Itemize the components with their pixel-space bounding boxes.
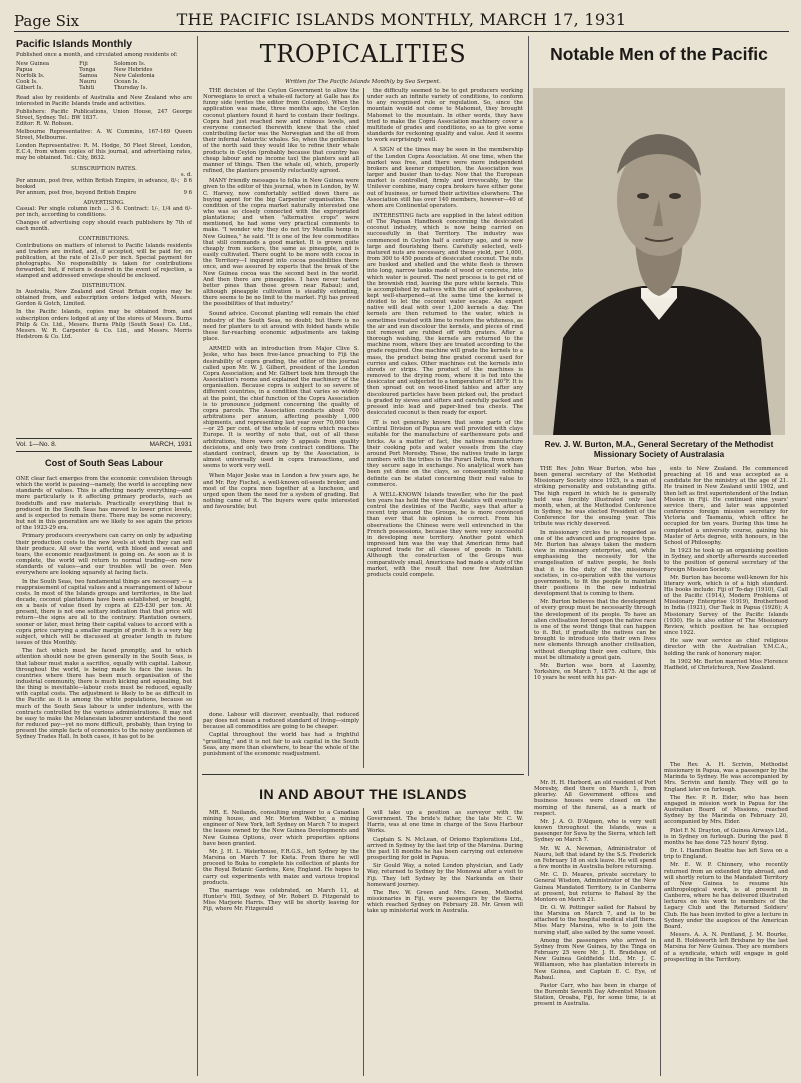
tropicalities-col-2 (367, 88, 523, 768)
tropicalities-col-1 (203, 88, 359, 708)
place-name: New Hebrides (113, 67, 153, 74)
tropicalities-paragraph: Sound advice. Coconut planting will remain the chief industry of the South Seas, no doubt; but there is no need for planters to sit around with folded hands while these far-reaching economic adjustments are taking place. (203, 311, 359, 343)
labour-para-3: In the South Seas, two fundamental things are necessary — a reappraisement of capital values and a rearrangement of labour costs. In most of the Islands groups and territories, in the last decade, coconut plantations have been established, or bought, on a basis of value fixed by copra at £25-£30 per ton. At present, there is not one solitary indication that that price will return—the signs are all to the contrary. Plantation owners, sooner or later, must bring their capital values to accord with a copra price carrying a smaller margin of profit. It is a very big subject, which will be discussed at greater length in future issues of this Monthly. (16, 578, 192, 647)
biography-paragraph: Mr. Burton has become well-known for his literary work, which is of a high standard. His books include: Fiji of To-day (1910), Call of the Pacific (1914), Modern Problems of Missionary Enterprise (1919), Brotherhood in India (1921), Our Task in Papua (1926); A Missionary Survey of the Pacific Islands (1930). He is also editor of The Missionary Review, which position he has occupied since 1922. (664, 574, 788, 637)
news-item: will take up a position as surveyor with the Government. The bride's father, the late Mr. C. W. Harris, was at one time in charge of the Suva Harbour Works. (367, 810, 523, 835)
tropicalities-paragraph: When Major Jeske was in London a few years ago, he and Mr. Roy Fischel, a well-known oil-seeds broker, and most of the copra men together at a luncheon, and urged upon them the need for a system of grading. But nothing came of it. The buyers were quite interested and favourable; but (203, 473, 359, 511)
biography-paragraph: In missionary circles he is regarded as one of the advanced and progressive type. Mr. Burton has always taken the modern view in missionary enterprise, and, while emphasising the necessity for the evangelisation of native people, he feels that it is the duty of the missionary societies, in co-operation with the various governments, to fit the people to maintain their positions in the new industrial development that is coming to them. (534, 529, 656, 598)
news-item: Pastor Carr, who has been in charge of the Burembi Seventh Day Adventist Mission Station, Oroaba, Fiji, for some time, is at present in Australia. (534, 982, 656, 1008)
islands-col-4 (664, 762, 788, 1076)
news-item: Mr. H. H. Harbord, an old resident of Port Moresby, died there on March 1, from pleurisy. All Government offices and business houses were closed on the morning of the funeral, as a mark of respect. (534, 780, 656, 817)
column-rule-5 (660, 470, 661, 1076)
place-name: Papua (16, 67, 33, 74)
news-item: Dr. O. W. Pottinger sailed for Rabaul by the Marsina on March 7, and is to be attached to the hospital medical staff there. Miss Mary Marsina, who is to join the nursing staff, also sailed by the same vessel. (534, 904, 656, 936)
islands-rule-top (202, 774, 524, 775)
biography-paragraph: He saw war service as chief religious director with the Australian Y.M.C.A., holding the rank of honorary major. (664, 638, 788, 657)
news-item: The Rev. W. Green and Mrs. Green, Methodist missionaries in Fiji, were passengers by the Sierra, which reached Sydney on February 28. Mr. Green will take up ministerial work in Australia. (367, 889, 523, 915)
news-item: Among the passengers who arrived in Sydney from New Guinea, by the Tinga on February 25 were Mr. J. H. Bradshaw, of New Guinea Goldfields Ltd., Mr. J. C. Williamson, who has plantation interests in New Guinea, and Captain E. C. Eye, of Rabaul. (534, 937, 656, 981)
news-item: Sir Gould Way, a noted London physician, and Lady Way, returned to Sydney by the Monowai after a visit to Fiji. They left Sydney by the Narkunda on their homeward journey. (367, 863, 523, 888)
biography-paragraph: ents to New Zealand. He commenced preaching at 16 and was accepted as a candidate for the ministry at the age of 21. He trained in New Zealand until 1902, and then left as first superintendent of the Indian Mission in Fiji. He continued nine years' service there, and later was appointed conference foreign mission secretary for Victoria and Tasmania, which office he occupied for ten years. During this time he completed a university course, gaining his Master of Arts degree, with honours, in the School of Philosophy. (664, 466, 788, 546)
place-name: Nauru (79, 79, 97, 86)
page-header (14, 8, 789, 30)
biography-paragraph: Mr. Burton believes that the development of every group must be necessarily through the development of its people. To have an alien civilisation forced upon the native race is one of the worst things that can happen to it. But, if gradually the natives can be brought to introduce into their own lives new elements through another civilisation, without disrupting their own culture, this must be ultimately a great gain. (534, 599, 656, 661)
islands-col-3 (534, 780, 656, 1076)
publishers: Publishers: Pacific Publications, Union House, 247 George Street, Sydney. Tel.: BW 1837. (16, 108, 192, 121)
news-item: The marriage was celebrated, on March 11, at Hunter's Hill, Sydney, of Mr. Robert D. Fitzgerald to Miss Marjorie Harris. They will be shortly leaving for Fiji, where Mr. Fitzgerald (203, 887, 359, 913)
news-item: Messrs. A. A. N. Pentland, J. M. Bourke, and B. Holdsworth left Brisbane by the last Marsina for New Guinea. They are members of a syndicate, which will engage in gold prospecting in the Territory. (664, 932, 788, 963)
labour-para-4: The fact which must be faced promptly, and to which attention should now be given generally in the South Seas, is that labour must make a sacrifice, equally with capital. Labour, throughout the world, is being made to face the issue. In countries where there has been much organisation of the industrial community, there is much kicking and squealing, but the thing is inevitable—labour costs must be reduced, equally with capital costs. The adjustment is likely to be as difficult in the Pacific as it is among the white populations, because so much of the South Seas labour is under indenture, with the contracts controlled by the various administrations. It may not be easy to make the Melanesian labourer understand the need for reduced pay—yet no more difficult, probably, than trying to present the simple facts of economics to the noisy gentlemen of Sydney Trades Hall. In both cases, it has got to be (16, 648, 192, 741)
place-name: Tonga (79, 67, 96, 74)
tropicalities-paragraph: A SIGN of the times may be seen in the membership of the London Copra Association. At one time, when the market was free, and there were more independent brokers and keener competition, the Association was larger and busier than to-day. Now that the European market is controlled, firmly and irrevocably, by the Unilever combine, many copra brokers have either gone out of business, or turned their activities elsewhere. The Association still has over 140 members, however—40 of whom are Continental operators. (367, 147, 523, 209)
news-item: Pilot F. N. Drayton, of Guinea Airways Ltd., is in Sydney on furlough. During the past 8 months he has done 725 hours' flying. (664, 827, 788, 846)
column-rule-2 (363, 88, 364, 768)
tropicalities-paragraph: the difficulty seemed to be to get producers working under such an infinite variety of conditions, to conform to any recognised rule or regulation. So, since the mountain would not come to Mahomet, they brought Mahomet to the mountain. In other words, they have tried to make the Copra Association machinery cover a multitude of grades and conditions, so as to give some standards for reckoning quality and value. And it seems to work surprisingly well. (367, 88, 523, 144)
volume-line (16, 441, 192, 448)
place-name: Samoa (79, 73, 98, 80)
news-item: Mr. C. D. Meares, private secretary to General Wisdom, Administrator of the New Guinea Mandated Territory, is in Canberra at present, but returns to Rabaul by the Montoro on March 21. (534, 872, 656, 903)
tropicalities-title: TROPICALITIES (259, 40, 467, 68)
subs-col-head: s. d. (180, 171, 192, 178)
place-name: Tahiti (79, 85, 95, 92)
tropicalities-paragraph: Capital throughout the world has had a frightful "gruelling," and it is not fair to ask capital in the South Seas, any more than elsewhere, to bear the whole of the punishment of the economic readjustment. (203, 732, 359, 757)
portrait-caption: Rev. J. W. Burton, M.A., General Secretary of the Methodist Missionary Society of Australasia (544, 440, 774, 459)
subscription-label: Per annum, post free, beyond British Empire (16, 189, 137, 196)
adv-changes: Changes of advertising copy should reach publishers by 7th of each month. (16, 220, 192, 233)
place-name: New Guinea (16, 61, 50, 68)
issue-month: MARCH, 1931 (149, 441, 192, 448)
tropicalities-paragraph: ARMED with an introduction from Major Clive S. Jeske, who has been free-lance preaching to Fiji the desirability of copra grading, the editor of this journal called upon Mr. W. J. Gilbert, president of the London Copra Association; and Mr. Gilbert took him through the Association's rooms and explained the machinery of the organisation. Because copra is subject to so severe of different countries, in a condition that varies so widely at the point, the chief function of the Copra Association is to pronounce judgment concerning the quality of copra parcels. The Association conducts about 700 arbitrations per annum, affecting possibly 1,000 shipments, and representing last year over 70,000 tons—or 25 per cent. of the whole of copra which reaches Europe. It is worthy of note that, out of all these arbitrations, there were only 5 appeals from quality decisions, and only two from contract conditions. The standard contract, drawn up by the Association, is almost universally used in copra transactions, and seems to work very well. (203, 346, 359, 470)
contrib-heading: CONTRIBUTIONS. (78, 236, 130, 243)
tropicalities-paragraph: done. Labour will discover, eventually, that reduced pay does not mean a reduced standard of living—simply because all commodities are going to be cheaper. (203, 712, 359, 731)
publication-info-box (16, 38, 192, 438)
column-rule-1 (197, 36, 198, 1076)
places-table (16, 61, 192, 91)
header-rule (14, 31, 789, 32)
notable-col-1 (534, 466, 656, 776)
column-rule-4 (363, 808, 364, 1076)
editor: Editor: R. W. Robson. (16, 120, 74, 127)
place-name: Norfolk Is. (16, 73, 45, 80)
volume-number: Vol. 1—No. 8. (16, 441, 57, 448)
column-rule-3 (528, 36, 529, 776)
news-item: Mr. J. H. L. Waterhouse, F.R.G.S., left Sydney by the Marsina on March 7 for Kieta. From there he will proceed to Buka to complete his collection of plants for the Royal Botanic Gardens, Kew, England. He hopes to carry out experiments with maize and various tropical products. (203, 848, 359, 886)
dist-text-1: In Australia, New Zealand and Great Britain copies may be obtained from, and subscription orders lodged with, Messrs. Gordon & Gotch, Limited. (16, 289, 192, 308)
sidebar-intro: Published once a month, and circulated among residents of: (16, 52, 178, 58)
london-rep: London Representative: R. M. Hodge, 50 Fleet Street, London, E.C.4, from whom copies of this journal, and advertising rates, may be obtained. Tel.: City, 8632. (16, 143, 192, 162)
page-number: Page Six (14, 12, 80, 30)
news-item: MR. E. Neilands, consulting engineer to a Canadian mining house, and Mr. Morton Webber, a mining engineer of New York, left Sydney on March 7 to inspect the leases owned by the New Guinea Developments and New Guinea Options, over which properties options have been granted. (203, 810, 359, 847)
place-name: Cook Is. (16, 79, 38, 86)
news-item: The Rev. A. H. Scrivin, Methodist missionary in Papua, was a passenger by the Marinda to Sydney. He was accompanied by Mrs. Scrivin and family. They will go to England later on furlough. (664, 762, 788, 793)
adv-heading: ADVERTISING. (83, 199, 125, 206)
melbourne-rep: Melbourne Representative: A. W. Cummins, 167-169 Queen Street, Melbourne. (16, 129, 192, 142)
read-also: Read also by residents of Australia and New Zealand who are interested in Pacific Islands trade and activities. (16, 94, 192, 107)
notable-col-2 (664, 466, 788, 756)
place-name: New Caledonia (113, 73, 155, 80)
subscription-price: 8 6 (183, 177, 192, 184)
subscription-row (16, 190, 192, 196)
subs-list (16, 178, 192, 196)
biography-paragraph: Mr. Burton was born at Laxenby, Yorkshire, on March 7, 1875. At the age of 10 years he went with his par- (534, 662, 656, 682)
tropicalities-paragraph: MANY friendly messages to folks in New Guinea were given to the editor of this journal, when in London, by W. C. Harvey, now comfortably settled down there as buying agent for the big Carpenter organisation. The condition of the copra market naturally interested one who was so closely connected with the expropriated plantations; and when "alternative crops" were mentioned, he had some very practical comments to make. "I wonder why they do not try Manilla hemp in New Guinea," he said. "It is one of the few commodities that still commands a good market. It is grown quite cheaply from suckers, the same as pineapple, and is easily cultivated. There ought to be more with cocoa in the Territory—I inquired into cocoa possibilities there once, and was assured by experts that the break of the New Guinea cocoa was the second best in the world. And then there are pineapples. I have never tasted better pines than those grown near Rabaul; and, although pineapple cultivation is steadily extending, there seems to be no limit to the market. Fiji has proved the possibilities of that industry." (203, 178, 359, 308)
sidebar-title: Pacific Islands Monthly (16, 38, 133, 50)
news-item: Dr. I. Hamilton Beattie has left Suva on a trip to England. (664, 848, 788, 861)
subscription-label: Per annum, post free, within British Empire, in advance, 8/-; booked (16, 177, 180, 190)
vol-rule-top (16, 438, 192, 439)
tropicalities-paragraph: INTERESTING facts are supplied in the latest edition of The Papuan Handbook concerning the desiccated coconut industry, which is now being carried on successfully in that Territory. The industry was commenced in Ceylon half a century ago, and is now large and flourishing there. Carefully selected, well-matured nuts are necessary, and these yield, per 1,000, from 300 to 450 pounds of desiccated coconut. The nuts are husked and shelled and the white flesh is thrown into long, narrow tanks made of wood or concrete, into which water is poured. The next process is to get rid of the brownish rind, leaving the pure white kernels. This is accomplished by natives with the aid of spokeshaves, kept well-sharpened—at the same time the kernel is divided to let the coconut water escape. An expert native will deal with over 1,200 kernels a day. The kernels are then returned to the water, which is sometimes treated with lime to restore the whiteness, as the air and sun discolour the kernels, and pieces of rind not removed are rubbed off with graters. After a thorough washing, the kernels are returned to the machine room, where they are treated according to the grade required. One machine will grade the kernels to a mass, the product being fine grated coconut used for curries and cakes. Other machines cut the kernels into shreds or strips. The product of the machines is removed to the drying room, where it is fed into the desiccator and subjected to a temperature of 180°F. It is then spread out on wood-lined tables and after any discoloured particles have been picked out, the product is graded by sieves and sifters and carefully packed and pressed into lead and paper-lined tea chests. The desiccated coconut is then ready for export. (367, 212, 523, 416)
place-name: Solomon Is. (113, 61, 146, 68)
contrib-text: Contributions on matters of interest to Pacific Islands residents and traders are invited, and, if accepted, will be paid for, on publication, at the rate of 21s.0 per inch. Special payment for photographs. No responsibility is taken for contributions forwarded; but, if return is desired in the event of rejection, a stamped and addressed envelope should be enclosed. (16, 242, 192, 279)
news-item: Captain S. N. McLean, of Oriomo Explorations Ltd., arrived in Sydney by the last trip of the Marsina. During the past 18 months he has been carrying out extensive prospecting for gold in Papua. (367, 836, 523, 862)
vol-rule-bottom (16, 451, 192, 452)
islands-col-1 (203, 810, 359, 1076)
labour-para-1: ONE clear fact emerges from the economic convulsion through which the world is passing—namely, the world is accepting new standards of values. This is affecting nearly everything—and more particularly is it affecting primary products, such as foodstuffs and raw materials. Practically everything that is produced in the South Seas has moved to lower price levels, and is expected to remain there. There may be some recovery; but not in this generation are we likely to see again the prices of the 1923-29 era. (16, 476, 192, 532)
notable-title: Notable Men of the Pacific (550, 44, 768, 64)
place-name: Gilbert Is. (16, 85, 43, 92)
news-item: Mr. E. W. P. Chinnery, who recently returned from an extended trip abroad, and will shortly return to the Mandated Territory of New Guinea to resume his anthropological work, is at present in Canberra, where he has delivered illustrated lectures on his work to members of the Legacy Club and the Returned Soldiers' Club. He has been invited to give a lecture in Sydney under the auspices of the American Board. (664, 862, 788, 930)
biography-paragraph: In 1923 he took up an organising position in Sydney, and shortly afterwards succeeded to the position of general secretary of the Foreign Mission Society. (664, 548, 788, 573)
biography-paragraph: In 1902 Mr. Burton married Miss Florence Hadfield, of Christchurch, New Zealand. (664, 658, 788, 671)
dist-text-2: In the Pacific Islands, copies may be obtained from, and subscription orders lodged at any of the stores of Messrs. Burns Philp & Co. Ltd., Messrs. Burns Philp (South Seas) Co. Ltd., Messrs. W. R. Carpenter & Co. Ltd., and Messrs. Morris Hedstrom & Co. Ltd. (16, 309, 192, 340)
places-row (16, 85, 192, 91)
labour-para-2: Primary producers everywhere can carry on only by adjusting their production costs to the new levels at which they can sell their produce. All over the world, with blood and sweat and tears, the economic readjustment is going on. As soon as it is complete, the world will return to normal trading—on new standards of values—and our troubles will be over. Men everywhere are looking squarely at facing facts. (16, 533, 192, 577)
news-item: Mr. W. A. Newman, Administrator of Nauru, left that island by the S.S. Frederick on February 18 on sick leave. He will spend a few months in Australia before returning. (534, 845, 656, 871)
place-name: Fiji (79, 61, 88, 68)
dist-heading: DISTRIBUTION. (82, 283, 126, 290)
tropicalities-tail (203, 712, 359, 772)
tropicalities-byline: Written for The Pacific Islands Monthly by Sea Serpent. (285, 79, 441, 85)
subscription-price: 9 6 (183, 189, 192, 196)
place-name: Ocean Is. (113, 79, 140, 86)
place-name: Thursday Is. (113, 85, 148, 92)
portrait-illustration (533, 88, 785, 435)
news-item: The Rev. P. R. Eider, who has been engaged in mission work in Papua for the Australian Board of Missions, reached Sydney by the Marinda on February 20, accompanied by Mrs. Eider. (664, 794, 788, 826)
islands-title: IN AND ABOUT THE ISLANDS (259, 786, 467, 802)
portrait-photo (533, 88, 785, 435)
tropicalities-paragraph: A WELL-KNOWN Islands traveller, who for the past ten years has held the view that Asiatics will eventually control the destinies of the Pacific, says that after a recent trip around the Groups, he is more convinced than ever that his opinion is correct. From his observations the Chinese were well entrenched in the French possessions, because they were very successful in developing new territory. Another point which impressed him was the way that American firms had captured trade for all classes of goods in Tahiti. Although the construction of the Groups was comparatively small, Americans had made a study of the market, with the result that now few Australian products could compete. (367, 491, 523, 578)
tropicalities-paragraph: IT is not generally known that some parts of the Central Division of Papua are well provided with clays suitable for the manufacture of earthenware pots and bricks. As a matter of fact, the natives manufacture their cooking pots and water vessels from the clay around Port Moresby. These, the natives trade in large numbers with the tribes in the Purari Delta, from whom they secure sago in exchange. No analytical work has been yet done on the clays, so consequently nothing definite can be stated concerning their real value to commerce. (367, 420, 523, 488)
tropicalities-paragraph: THE decision of the Ceylon Government to allow the Norwegians to erect a whale-oil factory at Galle has its funny side (writes the editor from Colombo). When the application was made, three months ago, the Ceylon coconut planters found it hard to contain their feelings. Copra had just reached new and ruinous levels, and everyone connected therewith knew that the chief contributing factor was the Norwegian and the oil from their infernal Antarctic whales. So, when the gentlemen of the north said they would like to refine their whale products in Ceylon (probably because that country has cheap labour and no income tax) the planters said all manner of things. Then the whale oil, which, properly refined, the planters presently reluctantly agreed. (203, 88, 359, 175)
subs-heading: SUBSCRIPTION RATES. (71, 165, 137, 172)
labour-title: Cost of South Seas Labour (45, 458, 163, 468)
subscription-row (16, 178, 192, 190)
news-item: Mr. J. A. O. D'Alquen, who is very well known throughout the Islands, was a passenger for Suva by the Sierra, which left Sydney on March 7. (534, 818, 656, 844)
biography-paragraph: THE Rev. John Wear Burton, who has been general secretary of the Methodist Missionary Society since 1925, is a man of striking personality and outstanding gifts. The high regard in which he is generally held was forcibly illustrated only last month, when, at the Methodist Conference in Sydney, he was elected President of the Conference for the ensuing year. This tribute was richly deserved. (534, 466, 656, 528)
islands-col-2 (367, 810, 523, 1076)
labour-article (16, 476, 192, 1074)
masthead: THE PACIFIC ISLANDS MONTHLY, MARCH 17, 1931 (176, 10, 627, 29)
adv-text: Casual: Per single column inch ... 3 6. Contract: 1/-, 1/4 and 6/- per inch, according to conditions. (16, 206, 192, 219)
